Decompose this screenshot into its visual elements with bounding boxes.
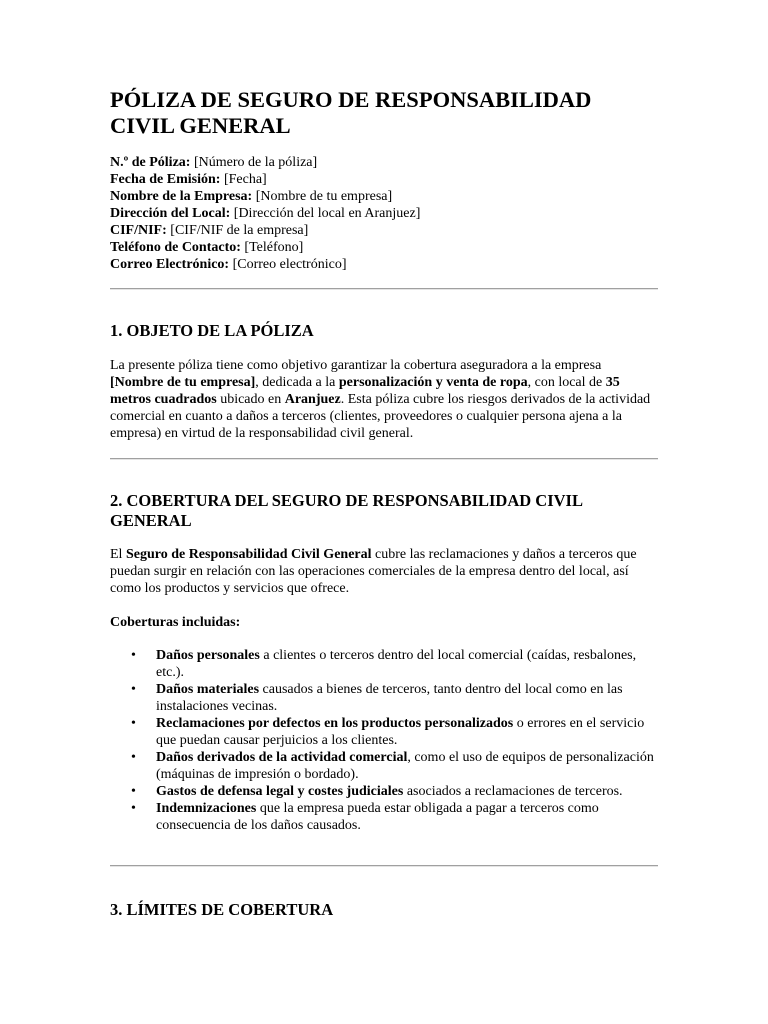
meta-value: [Nombre de tu empresa] [252,189,393,204]
meta-value: [Teléfono] [240,240,304,255]
text-run: cubre las reclamaciones y daños a terceros que puedan surgir en relación con las operaciones comerciales de la empresa dentro del local, así como los productos y servicios que ofrece. [110,547,637,596]
meta-value: [CIF/NIF de la empresa] [166,223,309,238]
meta-label: Nombre de la Empresa: [110,189,253,204]
meta-company-name [110,188,658,205]
text-run: El [110,547,126,562]
section-1-paragraph [110,357,658,442]
bold-run: personalización y venta de ropa [338,375,528,390]
meta-issue-date [110,171,658,188]
bold-run: Aranjuez [284,392,341,407]
item-text: a clientes o terceros dentro del local comercial (caídas, resbalones, etc.). [156,648,637,680]
item-text: asociados a reclamaciones de terceros. [403,784,623,799]
meta-email [110,256,658,273]
item-bold: Daños derivados de la actividad comercial [156,750,408,765]
meta-label: N.º de Póliza: [110,155,191,170]
meta-value: [Número de la póliza] [190,155,318,170]
bold-run: Seguro de Responsabilidad Civil General [125,547,372,562]
item-text: o errores en el servicio que puedan causar perjuicios a los clientes. [156,716,645,748]
meta-value: [Correo electrónico] [229,257,347,272]
item-bold: Daños materiales [156,682,260,697]
bullet-icon: • [131,716,136,731]
section-2-heading: 2. COBERTURA DEL SEGURO DE RESPONSABILIDAD CIVIL GENERAL [110,491,583,530]
section-divider [110,288,658,290]
bullet-icon: • [131,750,136,765]
meta-label: Teléfono de Contacto: [110,240,241,255]
policy-details [110,154,658,273]
meta-value: [Dirección del local en Aranjuez] [230,206,421,221]
section-divider [110,865,658,867]
meta-label: Correo Electrónico: [110,257,230,272]
list-item [110,800,658,834]
text-run: , con local de [527,375,606,390]
meta-cif [110,222,658,239]
bold-run: [Nombre de tu empresa] [110,375,256,390]
list-item [110,715,658,749]
text-run: , dedicada a la [255,375,339,390]
item-bold: Gastos de defensa legal y costes judiciales [156,784,404,799]
bullet-icon: • [131,801,136,816]
bullet-icon: • [131,682,136,697]
meta-policy-number [110,154,658,171]
item-text: causados a bienes de terceros, tanto dentro del local como en las instalaciones vecinas. [156,682,623,714]
text-run: La presente póliza tiene como objetivo garantizar la cobertura aseguradora a la empresa [110,358,602,373]
text-run: ubicado en [216,392,285,407]
list-item [110,749,658,783]
text-run: . Esta póliza cubre los riesgos derivados de la actividad comercial en cuanto a daños a terceros (clientes, proveedores o cualquier persona ajena a la empresa) en virtud de la responsabilidad civil general. [110,392,651,441]
item-bold: Reclamaciones por defectos en los productos personalizados [156,716,514,731]
list-item [110,681,658,715]
document-title: PÓLIZA DE SEGURO DE RESPONSABILIDAD CIVIL GENERAL [110,87,592,138]
section-divider [110,458,658,460]
meta-label: Dirección del Local: [110,206,231,221]
meta-label: CIF/NIF: [110,223,167,238]
list-item [110,783,658,800]
coverage-list [110,647,658,834]
meta-label: Fecha de Emisión: [110,172,221,187]
bold-run: 35 metros cuadrados [110,375,620,407]
bold-run: Coberturas incluidas: [110,615,241,630]
section-3-heading: 3. LÍMITES DE COBERTURA [110,900,334,919]
item-bold: Daños personales [156,648,260,663]
list-item [110,647,658,681]
meta-phone [110,239,658,256]
bullet-icon: • [131,648,136,663]
meta-value: [Fecha] [220,172,267,187]
section-2-paragraph [110,546,658,597]
bullet-icon: • [131,784,136,799]
section-1-heading: 1. OBJETO DE LA PÓLIZA [110,321,314,340]
coverages-subheading [110,614,658,631]
item-bold: Indemnizaciones [156,801,257,816]
meta-address [110,205,658,222]
item-text: , como el uso de equipos de personalización (máquinas de impresión o bordado). [156,750,654,782]
item-text: que la empresa pueda estar obligada a pagar a terceros como consecuencia de los daños causados. [156,801,599,833]
